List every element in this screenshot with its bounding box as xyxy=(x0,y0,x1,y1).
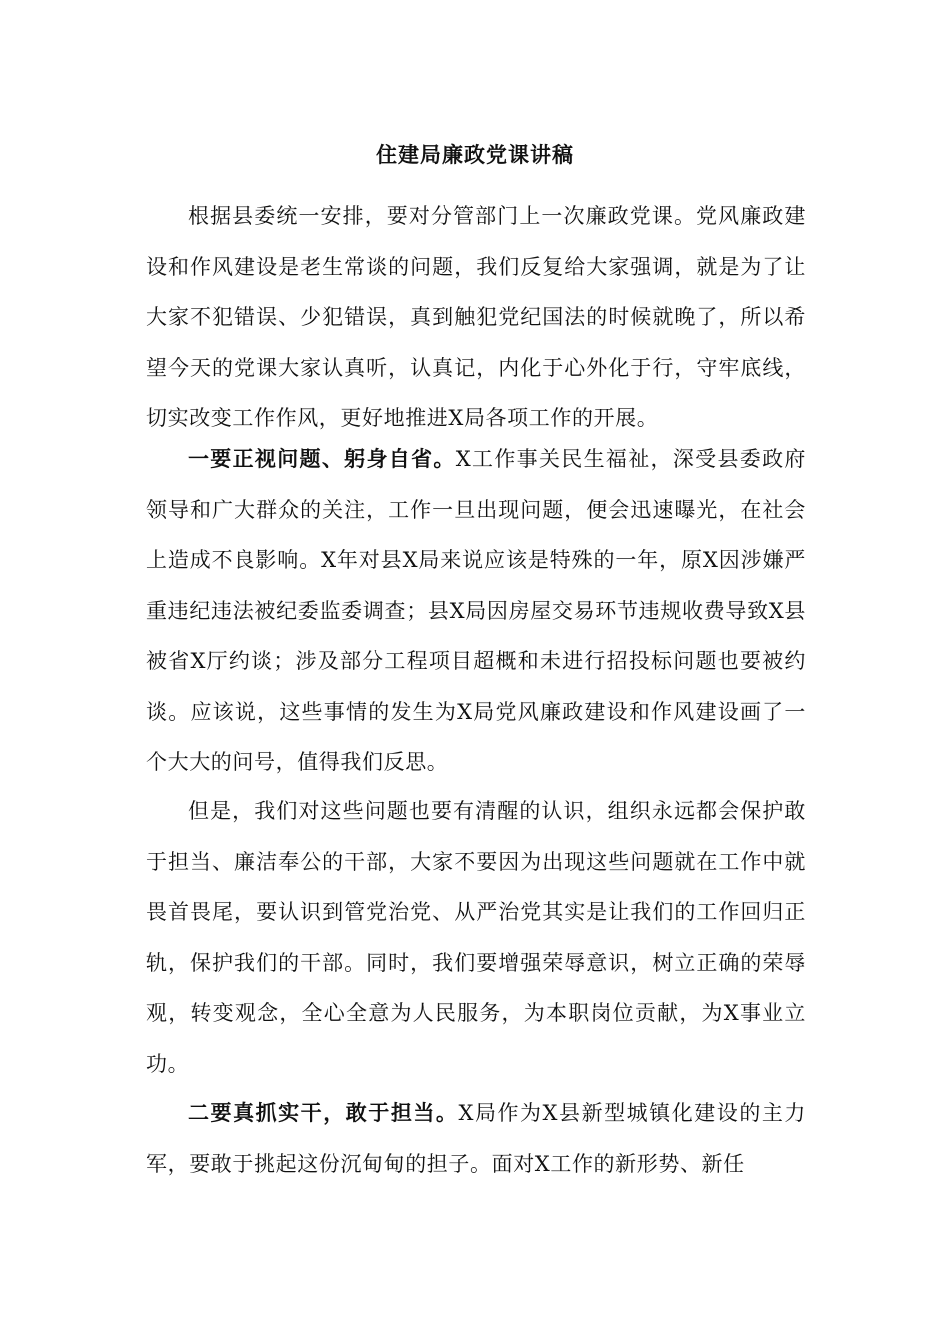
paragraph-lead-heading: 一要正视问题、躬身自省。 xyxy=(188,446,456,471)
paragraph-body: 但是，我们对这些问题也要有清醒的认识，组织永远都会保护敢于担当、廉洁奉公的干部，大家不要因为出现这些问题就在工作中就畏首畏尾，要认识到管党治党、从严治党其实是让我们的工作回归正轨，保护我们的干部。同时，我们要增强荣辱意识，树立正确的荣辱观，转变观念，全心全意为人民服务，为本职岗位贡献，为X事业立功。 xyxy=(146,799,806,1076)
paragraph-point-one xyxy=(146,434,806,788)
paragraph-body: 根据县委统一安排，要对分管部门上一次廉政党课。党风廉政建设和作风建设是老生常谈的问题，我们反复给大家强调，就是为了让大家不犯错误、少犯错误，真到触犯党纪国法的时候就晚了，所以希望今天的党课大家认真听，认真记，内化于心外化于行，守牢底线，切实改变工作作风，更好地推进X局各项工作的开展。 xyxy=(146,204,806,430)
paragraph-body: X工作事关民生福祉，深受县委政府领导和广大群众的关注，工作一旦出现问题，便会迅速曝光，在社会上造成不良影响。X年对县X局来说应该是特殊的一年，原X因涉嫌严重违纪违法被纪委监委调查；县X局因房屋交易环节违规收费导致X县被省X厅约谈；涉及部分工程项目超概和未进行招投标问题也要被约谈。应该说，这些事情的发生为X局党风廉政建设和作风建设画了一个大大的问号，值得我们反思。 xyxy=(146,447,806,774)
paragraph-point-two xyxy=(146,1088,806,1189)
paragraph-body: X局作为X县新型城镇化建设的主力军，要敢于挑起这份沉甸甸的担子。面对X工作的新形势、新任 xyxy=(146,1101,807,1176)
paragraph-intro xyxy=(146,191,806,444)
document-title: 住建局廉政党课讲稿 xyxy=(376,142,574,167)
paragraph-point-one-continued xyxy=(146,786,806,1089)
paragraph-lead-heading: 二要真抓实干，敢于担当。 xyxy=(188,1100,459,1125)
